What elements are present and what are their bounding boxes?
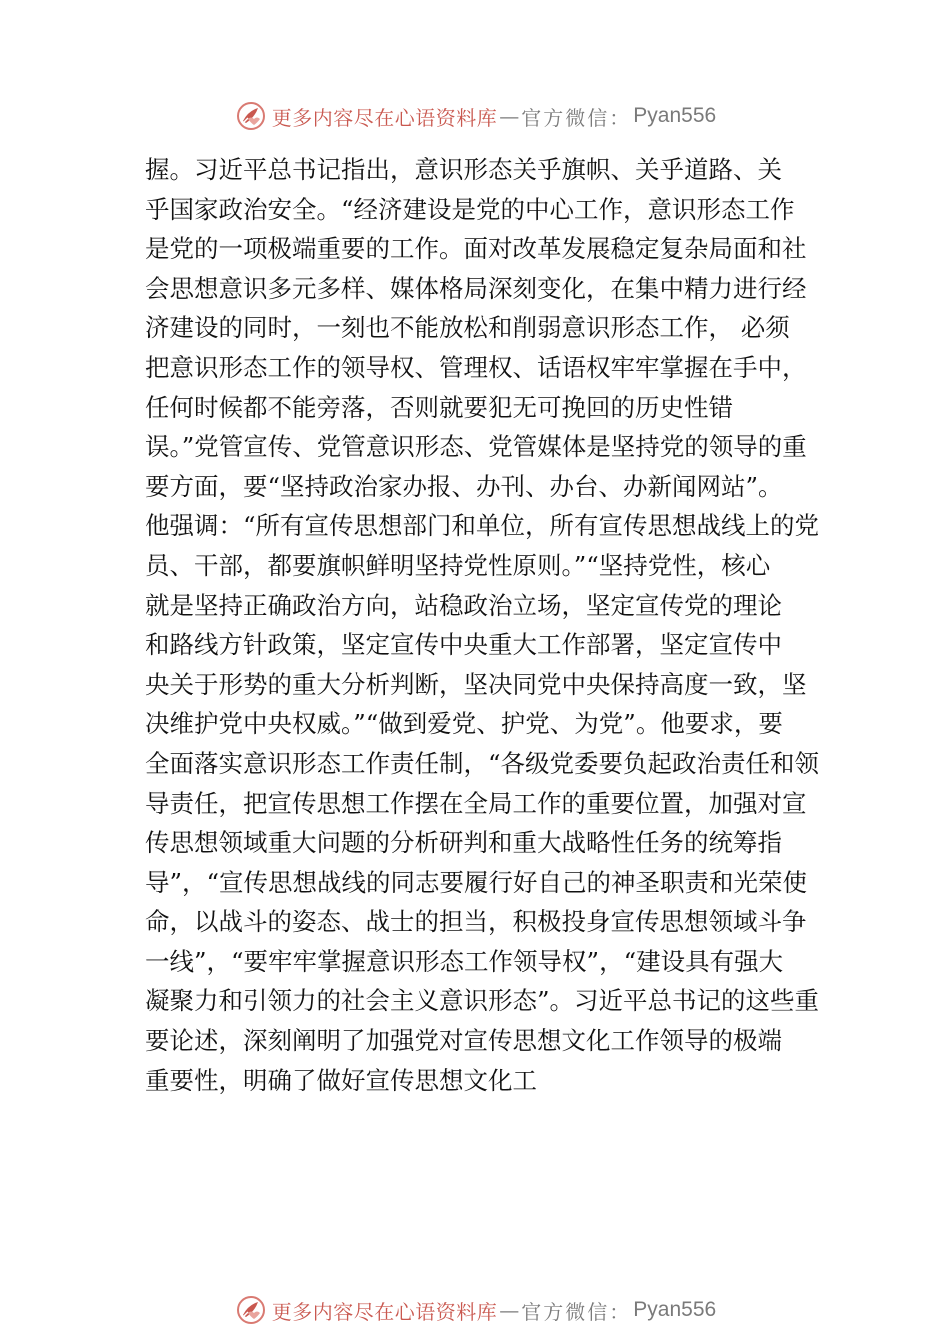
pen-nib-heart-logo-icon	[234, 1293, 268, 1327]
body-text-line: 导责任，把宣传思想工作摆在全局工作的重要位置，加强对宣	[145, 788, 807, 818]
body-text-line: 导”，“宣传思想战线的同志要履行好自己的神圣职责和光荣使	[145, 867, 808, 897]
body-text-line: 一线”，“要牢牢掌握意识形态工作领导权”，“建设具有强大	[145, 946, 784, 976]
body-text-line: 员、干部，都要旗帜鲜明坚持党性原则。”“坚持党性，核心	[145, 550, 771, 580]
brand-separator: —	[499, 104, 520, 128]
wechat-id: Pyan556	[633, 1298, 717, 1321]
body-text-line: 重要性，明确了做好宣传思想文化工	[145, 1065, 537, 1095]
header-watermark	[0, 96, 950, 136]
body-text-line: 全面落实意识形态工作责任制，“各级党委要负起政治责任和领	[145, 748, 820, 778]
body-text-line: 要方面，要“坚持政治家办报、办刊、办台、办新闻网站”。	[145, 471, 783, 501]
body-text-line: 要论述，深刻阐明了加强党对宣传思想文化工作领导的极端	[145, 1026, 782, 1056]
pen-nib-heart-logo-icon	[234, 99, 268, 133]
brand-text: 更多内容尽在心语资料库	[271, 1299, 498, 1324]
body-text-line: 济建设的同时，一刻也不能放松和削弱意识形态工作， 必须	[145, 313, 790, 343]
body-text-line: 误。”党管宣传、党管意识形态、党管媒体是坚持党的领导的重	[145, 432, 807, 462]
body-text-line: 是党的一项极端重要的工作。面对改革发展稳定复杂局面和社	[145, 234, 807, 264]
body-text-line: 把意识形态工作的领导权、管理权、话语权牢牢掌握在手中，	[145, 352, 807, 382]
body-text-line: 乎国家政治安全。“经济建设是党的中心工作，意识形态工作	[145, 194, 795, 224]
body-text-line: 和路线方针政策，坚定宣传中央重大工作部署，坚定宣传中	[145, 630, 782, 660]
body-text-line: 会思想意识多元多样、媒体格局深刻变化，在集中精力进行经	[145, 273, 807, 303]
brand-separator: —	[499, 1298, 520, 1322]
wechat-label: 官方微信：	[521, 105, 632, 130]
body-text-line: 就是坚持正确政治方向，站稳政治立场，坚定宣传党的理论	[145, 590, 782, 620]
brand-text: 更多内容尽在心语资料库	[271, 105, 498, 130]
body-text-line: 决维护党中央权威。”“做到爱党、护党、为党”。他要求，要	[145, 709, 783, 739]
wechat-id: Pyan556	[633, 104, 717, 127]
footer-watermark	[0, 1290, 950, 1330]
body-text-line: 握。习近平总书记指出，意识形态关乎旗帜、关乎道路、关	[145, 155, 782, 184]
document-body	[145, 150, 825, 1100]
body-text-line: 任何时候都不能旁落，否则就要犯无可挽回的历史性错	[145, 392, 733, 422]
body-text-line: 传思想领域重大问题的分析研判和重大战略性任务的统筹指	[145, 828, 782, 858]
body-text-line: 凝聚力和引领力的社会主义意识形态”。习近平总书记的这些重	[145, 986, 820, 1016]
body-text-line: 央关于形势的重大分析判断，坚决同党中央保持高度一致，坚	[145, 669, 807, 699]
body-text-line: 命，以战斗的姿态、战士的担当，积极投身宣传思想领域斗争	[145, 907, 807, 937]
wechat-label: 官方微信：	[521, 1299, 632, 1324]
body-text-line: 他强调：“所有宣传思想部门和单位，所有宣传思想战线上的党	[145, 511, 820, 541]
